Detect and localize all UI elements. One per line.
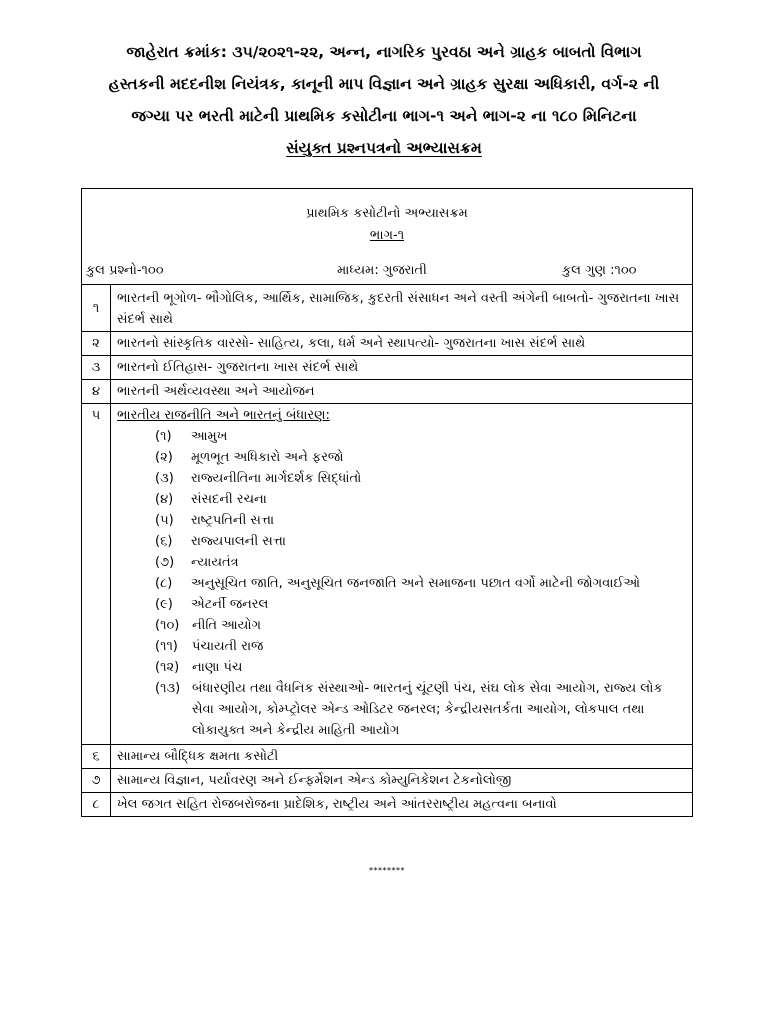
list-item-text: સંસદની રચના: [191, 492, 267, 507]
page-heading: [30, 36, 738, 164]
list-item: [117, 489, 686, 510]
row-text: સામાન્ય વિજ્ઞાન, પર્યાવરણ અને ઈન્ફર્મેશન એન્ડ કોમ્યુનિકેશન ટેકનોલોજી: [117, 773, 512, 788]
table-row: [82, 793, 692, 816]
list-item-number: (૧૩): [155, 681, 181, 696]
end-marker: ********: [369, 866, 405, 875]
list-item-number: (૨): [155, 450, 173, 465]
list-item-text: પંચાયતી રાજ: [192, 639, 264, 654]
list-item: [117, 594, 686, 615]
list-item-number: (૬): [155, 534, 173, 549]
list-item-number: (૪): [155, 492, 174, 507]
list-item-text: રાજ્યપાલની સત્તા: [191, 534, 286, 549]
list-item-text: નાણા પંચ: [192, 660, 243, 675]
medium: માધ્યમ: ગુજરાતી: [337, 263, 427, 278]
list-item-text: આમુખ: [191, 429, 228, 444]
list-item: [117, 573, 686, 594]
heading-line-2: હસ્તકની મદદનીશ નિયંત્રક, કાનૂની માપ વિજ્ઞાન અને ગ્રાહક સુરક્ષા અધિકારી, વર્ગ-૨ ની: [108, 75, 660, 93]
table-row: [82, 285, 692, 332]
row-number: ૧: [82, 285, 111, 331]
table-row: [82, 380, 692, 404]
row-text: ભારતીય રાજનીતિ અને ભારતનું બંધારણ:: [117, 408, 330, 423]
list-item: [117, 678, 686, 741]
list-item-number: (૮): [155, 576, 173, 591]
row-number: ૮: [82, 793, 111, 816]
table-part-label: ભાગ-૧: [369, 228, 405, 243]
table-row: [82, 332, 692, 356]
table-row: [82, 356, 692, 380]
list-item: [117, 510, 686, 531]
list-item-text: અનુસૂચિત જાતિ, અનુસૂચિત જનજાતિ અને સમાજના પછાત વર્ગો માટેની જોગવાઈઓ: [191, 576, 641, 591]
table-row: [82, 769, 692, 793]
list-item: [117, 426, 686, 447]
list-item: [117, 468, 686, 489]
list-item: [117, 552, 686, 573]
row-number: ૫: [82, 404, 111, 744]
list-item-number: (૯): [155, 597, 173, 612]
row-text: ખેલ જગત સહિત રોજબરોજના પ્રાદેશિક, રાષ્ટ્રીય અને આંતરરાષ્ટ્રીય મહત્વના બનાવો: [117, 797, 557, 812]
list-item: [117, 636, 686, 657]
list-item-number: (૧૨): [155, 660, 180, 675]
row-text: ભારતનો ઈતિહાસ- ગુજરાતના ખાસ સંદર્ભ સાથે: [117, 360, 359, 375]
list-item-text: રાષ્ટ્રપતિની સત્તા: [191, 513, 275, 528]
list-item-number: (૧૦): [155, 618, 180, 633]
row-number: ૪: [82, 380, 111, 403]
row-text: ભારતની ભૂગોળ- ભૌગોલિક, આર્થિક, સામાજિક, કુદરતી સંસાધન અને વસ્તી અંગેની બાબતો- ગુજરાતના ખાસ સંદર્ભ સાથે: [117, 291, 680, 327]
row-text: સામાન્ય બૌદ્ધિક ક્ષમતા કસોટી: [117, 749, 279, 764]
list-item: [117, 447, 686, 468]
row-text: ભારતનો સાંસ્કૃતિક વારસો- સાહિત્ય, કલા, ધર્મ અને સ્થાપત્યો- ગુજરાતના ખાસ સંદર્ભ સાથે: [117, 336, 586, 351]
heading-line-3: જગ્યા પર ભરતી માટેની પ્રાથમિક કસોટીના ભાગ-૧ અને ભાગ-૨ ના ૧૮૦ મિનિટના: [131, 107, 637, 125]
list-item-text: નીતિ આયોગ: [192, 618, 262, 633]
list-item-text: ન્યાયતંત્ર: [191, 555, 239, 570]
table-row: [82, 404, 692, 745]
list-item-number: (૫): [155, 513, 174, 528]
total-marks: કુલ ગુણ :૧૦૦: [562, 263, 637, 278]
row-number: ૨: [82, 332, 111, 355]
table-row: [82, 745, 692, 769]
list-item-number: (૩): [155, 471, 174, 486]
list-item-text: રાજ્યનીતિના માર્ગદર્શક સિદ્ધાંતો: [191, 471, 362, 486]
heading-line-1: જાહેરાત ક્રમાંક: ૩૫/૨૦૨૧-૨૨, અન્ન, નાગરિક પુરવઠા અને ગ્રાહક બાબતો વિભાગ: [126, 43, 642, 61]
list-item-number: (૭): [155, 555, 175, 570]
row-text: ભારતની અર્થવ્યવસ્થા અને આયોજન: [117, 384, 315, 399]
row-content: [111, 404, 692, 744]
table-title: પ્રાથમિક કસોટીનો અભ્યાસક્રમ: [306, 206, 468, 221]
syllabus-table: [81, 188, 693, 817]
heading-line-4: સંયુક્ત પ્રશ્નપત્રનો અભ્યાસક્રમ: [286, 139, 482, 157]
list-item-text: મૂળભૂત અધિકારો અને ફરજો: [191, 450, 344, 465]
list-item-text: એટર્ની જનરલ: [191, 597, 269, 612]
list-item: [117, 615, 686, 636]
row-number: ૩: [82, 356, 111, 379]
list-item-number: (૧૧): [155, 639, 178, 654]
list-item-number: (૧): [155, 429, 172, 444]
total-questions: કુલ પ્રશ્નો-૧૦૦: [86, 263, 164, 278]
list-item: [117, 657, 686, 678]
list-item: [117, 531, 686, 552]
table-header: [82, 189, 692, 285]
list-item-text: બંધારણીય તથા વૈધનિક સંસ્થાઓ- ભારતનું ચૂંટણી પંચ, સંઘ લોક સેવા આયોગ, રાજ્ય લોક સેવા આયોગ, કોમ્પ્ટ્રોલર એન્ડ ઓડિટર જનરલ; કેન્દ્રીયસતર્કતા આયોગ, લોકપાલ તથા લોકાયુક્ત અને કેન્દ્રીય માહિતી આયોગ: [192, 681, 663, 738]
row-number: ૭: [82, 769, 111, 792]
row-number: ૬: [82, 745, 111, 768]
